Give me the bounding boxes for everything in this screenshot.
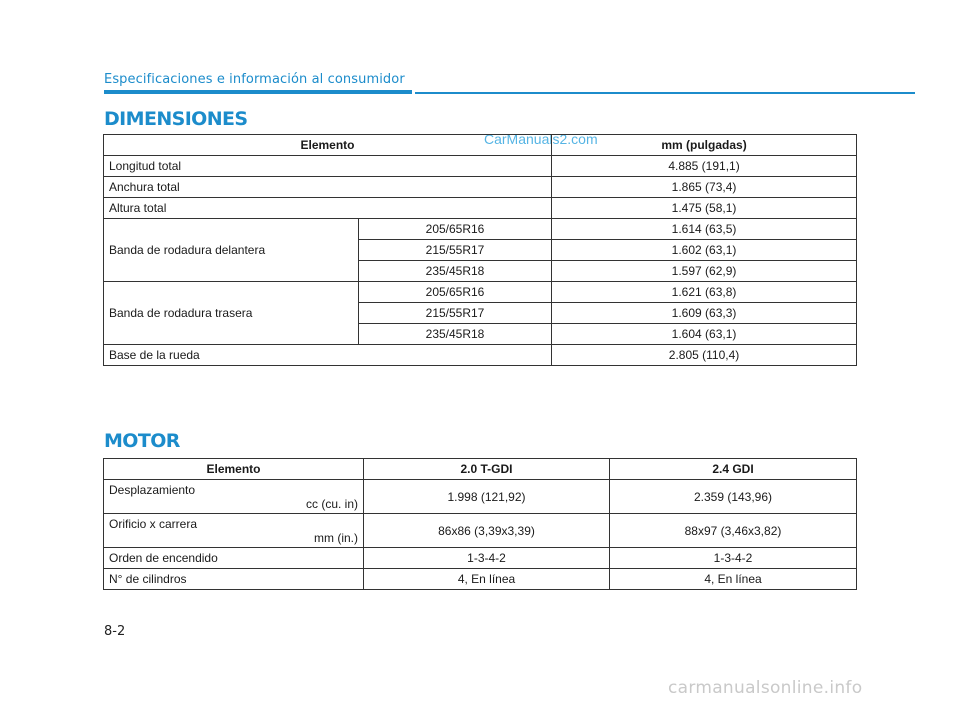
row-label: Longitud total <box>104 156 552 177</box>
header-rule <box>415 92 915 94</box>
footer-watermark: carmanualsonline.info <box>668 678 863 698</box>
tire-size: 205/65R16 <box>359 282 552 303</box>
header-accent-bar <box>104 90 412 94</box>
page-number: 8-2 <box>104 624 126 639</box>
col-header-mm: mm (pulgadas) <box>552 135 857 156</box>
row-label: Orden de encendido <box>104 548 364 569</box>
col-header-engine-1: 2.0 T-GDI <box>364 459 610 480</box>
table-row <box>104 548 857 569</box>
table-row <box>104 198 857 219</box>
tire-size: 205/65R16 <box>359 219 552 240</box>
row-value: 1.604 (63,1) <box>552 324 857 345</box>
row-value: 1.475 (58,1) <box>552 198 857 219</box>
row-value: 4, En línea <box>610 569 857 590</box>
dimensiones-title: DIMENSIONES <box>104 108 248 130</box>
row-label: Altura total <box>104 198 552 219</box>
row-value: 1.609 (63,3) <box>552 303 857 324</box>
row-label-cell <box>104 480 364 514</box>
row-value: 1.998 (121,92) <box>364 480 610 514</box>
row-label-cell <box>104 514 364 548</box>
row-value: 2.805 (110,4) <box>552 345 857 366</box>
table-row <box>104 514 857 548</box>
table-row <box>104 345 857 366</box>
row-unit: mm (in.) <box>314 530 358 545</box>
tire-size: 235/45R18 <box>359 324 552 345</box>
col-header-elemento: Elemento <box>104 459 364 480</box>
table-row <box>104 177 857 198</box>
row-value: 88x97 (3,46x3,82) <box>610 514 857 548</box>
row-value: 4.885 (191,1) <box>552 156 857 177</box>
watermark-link[interactable]: CarManuals2.com <box>484 131 598 147</box>
row-value: 4, En línea <box>364 569 610 590</box>
row-value: 1.597 (62,9) <box>552 261 857 282</box>
row-value: 1-3-4-2 <box>610 548 857 569</box>
row-value: 1.602 (63,1) <box>552 240 857 261</box>
table-row <box>104 282 857 303</box>
row-value: 2.359 (143,96) <box>610 480 857 514</box>
table-row <box>104 569 857 590</box>
motor-table <box>103 458 857 590</box>
row-label: Orificio x carrera <box>109 516 198 531</box>
tire-size: 235/45R18 <box>359 261 552 282</box>
table-header-row <box>104 459 857 480</box>
motor-title: MOTOR <box>104 430 180 452</box>
table-header-row <box>104 135 857 156</box>
row-label: N° de cilindros <box>104 569 364 590</box>
tire-size: 215/55R17 <box>359 240 552 261</box>
table-row <box>104 156 857 177</box>
row-label: Banda de rodadura delantera <box>104 219 359 282</box>
row-unit: cc (cu. in) <box>305 496 358 511</box>
col-header-engine-2: 2.4 GDI <box>610 459 857 480</box>
row-value: 1.621 (63,8) <box>552 282 857 303</box>
tire-size: 215/55R17 <box>359 303 552 324</box>
table-row <box>104 480 857 514</box>
row-value: 1-3-4-2 <box>364 548 610 569</box>
table-row <box>104 219 857 240</box>
dimensiones-table <box>103 134 857 366</box>
section-header-title: Especificaciones e información al consumidor <box>104 72 405 87</box>
row-value: 86x86 (3,39x3,39) <box>364 514 610 548</box>
row-label: Anchura total <box>104 177 552 198</box>
row-label: Desplazamiento <box>109 482 196 497</box>
row-label: Base de la rueda <box>104 345 552 366</box>
row-value: 1.614 (63,5) <box>552 219 857 240</box>
row-label: Banda de rodadura trasera <box>104 282 359 345</box>
row-value: 1.865 (73,4) <box>552 177 857 198</box>
col-header-elemento: Elemento <box>104 135 552 156</box>
